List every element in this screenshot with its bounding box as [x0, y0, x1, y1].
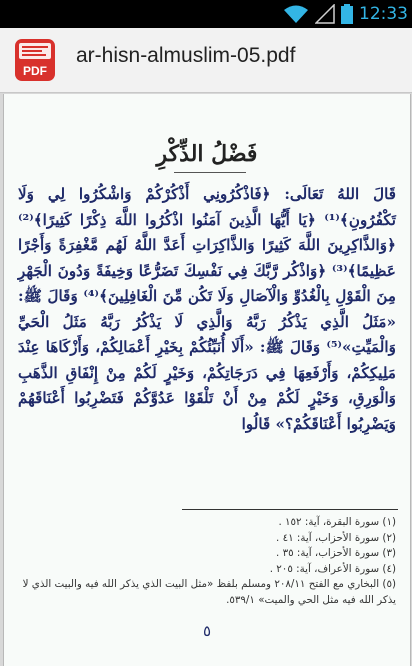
signal-icon — [315, 4, 335, 24]
status-time: 12:33 — [359, 4, 408, 24]
status-icons — [283, 3, 408, 25]
pdf-app-icon[interactable] — [15, 39, 55, 81]
action-bar — [0, 28, 412, 93]
footnote-divider — [182, 509, 398, 510]
quran-paragraph: قَالَ اللهُ تَعَالَى: ﴿فَاذْكُرُونِي أَذْكُرْكُمْ وَاشْكُرُوا لِي وَلَا تَكْفُرُونِ﴾⁽¹⁾ ﴿يَا أَيُّهَا الَّذِينَ آمَنُوا اذْكُرُوا اللَّهَ ذِكْرًا كَثِيرًا﴾⁽²⁾ ﴿وَالذَّاكِرِينَ اللَّهَ كَثِيرًا وَالذَّاكِرَاتِ أَعَدَّ اللَّهُ لَهُم مَّغْفِرَةً وَأَجْرًا عَظِيمًا﴾⁽³⁾ ﴿وَاذْكُر رَّبَّكَ فِي نَفْسِكَ تَضَرُّعًا وَخِيفَةً وَدُونَ الْجَهْرِ مِنَ الْقَوْلِ بِالْغُدُوِّ وَالْآصَالِ وَلَا تَكُن مِّنَ الْغَافِلِينَ﴾⁽⁴⁾ — [18, 185, 397, 305]
footnote: (١) سورة البقرة، آية: ١٥٢ . — [278, 516, 396, 528]
footnote: (٢) سورة الأحزاب، آية: ٤١ . — [276, 531, 396, 544]
status-bar — [0, 0, 412, 28]
section-heading: فَضْلُ الذِّكْرِ — [156, 141, 258, 167]
pdf-viewer[interactable] — [0, 93, 412, 666]
heading-underline — [174, 172, 246, 173]
footnote: (٣) سورة الأحزاب، آية: ٣٥ . — [276, 547, 396, 559]
wifi-icon — [283, 4, 309, 24]
hadith-paragraph: وَقَالَ ﷺ: «مَثَلُ الَّذِي يَذْكُرُ رَبَّهُ وَالَّذِي لَا يَذْكُرُ رَبَّهُ مَثَلُ الْحَيِّ وَالْمَيِّتِ»⁽⁵⁾ وَقَالَ ﷺ: «أَلَا أُنَبِّئُكُمْ بِخَيْرِ أَعْمَالِكُمْ، وَأَزْكَاهَا عِنْدَ مَلِيكِكُمْ، وَأَرْفَعِهَا فِي دَرَجَاتِكُمْ، وَخَيْرٍ لَكُمْ مِنْ إِنْفَاقِ الذَّهَبِ وَالْوَرِقِ، وَخَيْرٍ لَكُمْ مِنْ أَنْ تَلْقَوْا عَدُوَّكُمْ فَتَضْرِبُوا أَعْنَاقَهُمْ وَيَضْرِبُوا أَعْنَاقَكُمْ؟» قَالُوا — [18, 287, 396, 433]
pdf-page[interactable] — [3, 94, 411, 666]
footnote: (٥) البخاري مع الفتح ٢٠٨/١١ ومسلم بلفظ «مثل البيت الذي يذكر الله فيه والبيت الذي لا يذكر الله فيه مثل الحي والميت» ٥٣٩/١. — [22, 578, 396, 606]
footnotes — [22, 515, 396, 608]
page-number: ٥ — [202, 622, 212, 640]
footnote: (٤) سورة الأعراف، آية: ٢٠٥ . — [269, 562, 396, 575]
document-title: ar-hisn-almuslim-05.pdf — [76, 44, 296, 67]
body-text — [18, 182, 396, 437]
pdf-icon-text: PDF — [23, 64, 47, 78]
battery-icon — [341, 4, 353, 24]
